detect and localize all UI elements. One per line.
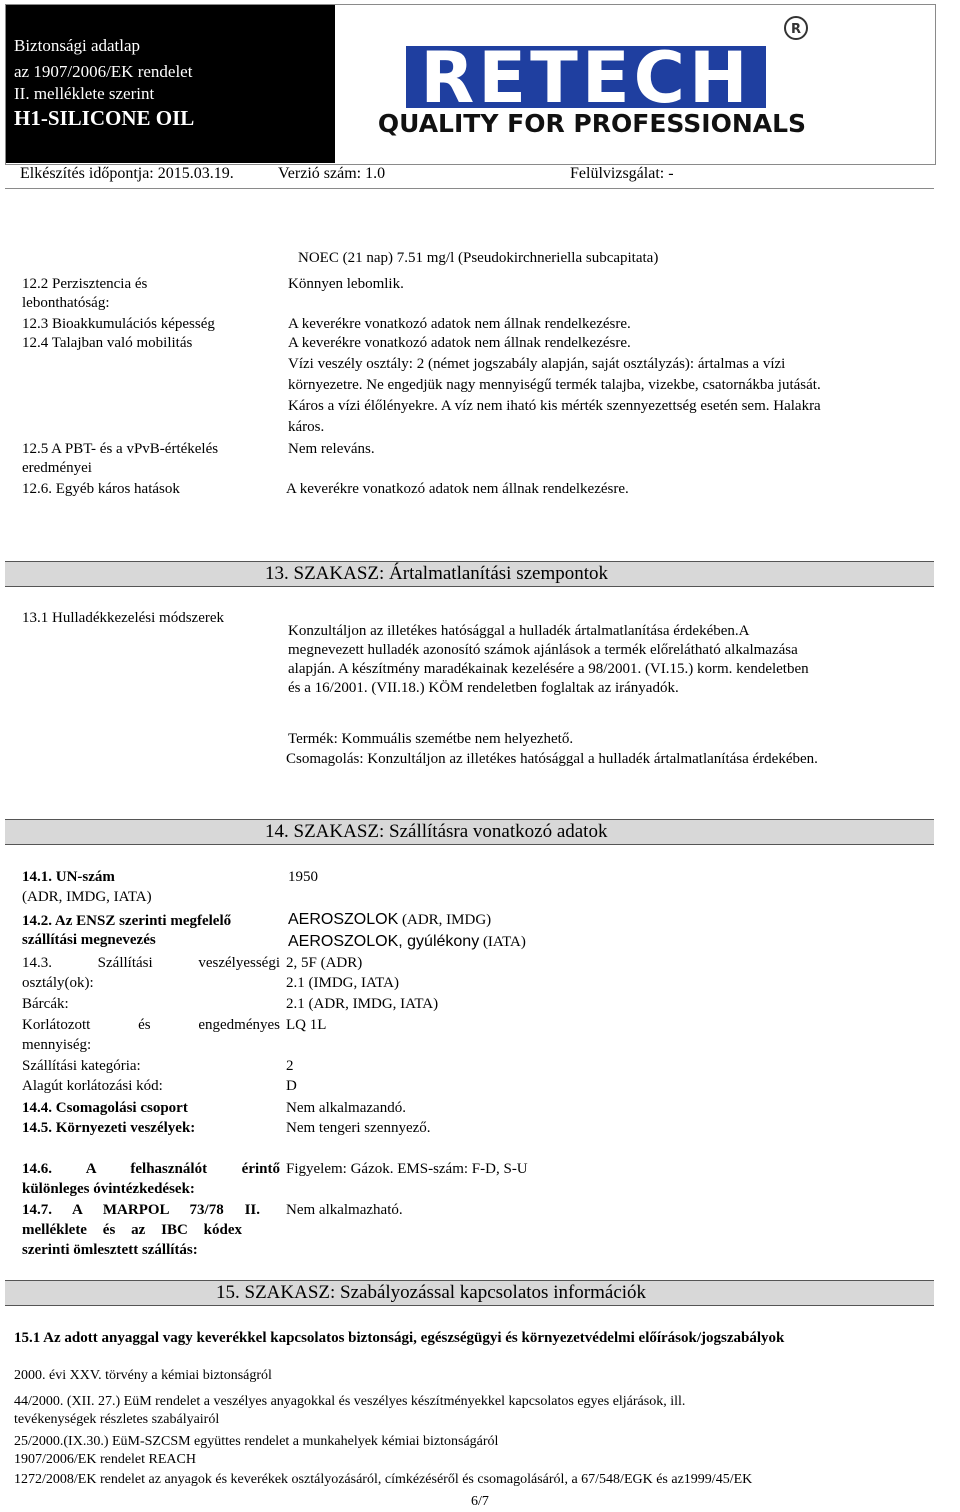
product-name: H1-SILICONE OIL	[14, 106, 195, 130]
other-effects-value: A keverékre vonatkozó adatok nem állnak rendelkezésre.	[286, 481, 629, 497]
limited-quantity-label: Korlátozott és engedményes	[22, 1017, 280, 1033]
hazard-class-label: 14.3. Szállítási veszélyességi	[22, 955, 280, 971]
document-meta	[0, 165, 960, 187]
doc-type: Biztonsági adatlap	[14, 36, 141, 55]
limited-quantity-label-2: mennyiség:	[22, 1037, 92, 1053]
labels-label: Bárcák:	[22, 996, 69, 1012]
version: Verzió szám: 1.0	[278, 165, 386, 182]
un-number-value: 1950	[288, 869, 318, 885]
bioaccumulation-value: A keverékre vonatkozó adatok nem állnak rendelkezésre.	[288, 316, 631, 332]
shipping-name-main: AEROSZOLOK	[288, 911, 399, 928]
regulation-item: 2000. évi XXV. törvény a kémiai biztonságról	[14, 1368, 272, 1383]
section-15-subtitle: 15.1 Az adott anyaggal vagy keverékkel kapcsolatos biztonsági, egészségügyi és környezetvédelmi előírások/jogszabályok	[14, 1330, 785, 1346]
waste-text-line: alapján. A készítmény maradékainak kezelésére a 98/2001. (VI.15.) korm. kendeletben	[288, 661, 809, 677]
logo-brand-text: RETECH	[420, 37, 752, 119]
logo-tagline: QUALITY FOR PROFESSIONALS	[377, 109, 807, 138]
hazard-class-value-2: 2.1 (IMDG, IATA)	[286, 975, 399, 991]
waste-text-line: és a 16/2001. (VII.18.) KÖM rendeletben foglaltak az irányadók.	[288, 680, 679, 696]
persistence-value: Könnyen lebomlik.	[288, 276, 404, 292]
section-14-title: 14. SZAKASZ: Szállításra vonatkozó adatok	[265, 821, 608, 842]
waste-text-line: Konzultáljon az illetékes hatósággal a hulladék ártalmatlanítása érdekében.A	[288, 623, 750, 639]
pbt-value: Nem releváns.	[288, 441, 375, 457]
section-15-title: 15. SZAKASZ: Szabályozással kapcsolatos információk	[216, 1282, 647, 1303]
waste-text-line: megnevezett hulladék azonosító számok ajánlások a termék előrelátható alkalmazása	[288, 642, 798, 658]
transport-category-label: Szállítási kategória:	[22, 1058, 141, 1074]
header-divider	[5, 188, 934, 189]
review: Felülvizsgálat: -	[570, 165, 674, 182]
bioaccumulation-label: 12.3 Bioakkumulációs képesség	[22, 316, 215, 332]
shipping-name-label-2: szállítási megnevezés	[22, 932, 156, 948]
regulation: az 1907/2006/EK rendelet	[14, 62, 193, 81]
mobility-value: A keverékre vonatkozó adatok nem állnak rendelkezésre.	[288, 335, 631, 351]
transport-category-value: 2	[286, 1058, 294, 1074]
pbt-label-2: eredményei	[22, 460, 92, 476]
tunnel-code-value: D	[286, 1078, 297, 1094]
marpol-label: 14.7. A MARPOL 73/78 II.	[22, 1202, 260, 1218]
un-number-label: 14.1. UN-szám	[22, 869, 115, 885]
marpol-value: Nem alkalmazható.	[286, 1202, 403, 1218]
un-number-sub: (ADR, IMDG, IATA)	[22, 889, 152, 905]
packaging-disposal-note: Csomagolás: Konzultáljon az illetékes hatósággal a hulladék ártalmatlanítása érdekében.	[286, 751, 818, 767]
prepared-date: Elkészítés időpontja: 2015.03.19.	[20, 165, 234, 182]
shipping-name-label: 14.2. Az ENSZ szerinti megfelelő	[22, 913, 232, 929]
packing-group-value: Nem alkalmazandó.	[286, 1100, 406, 1116]
page-number: 6/7	[471, 1494, 489, 1509]
packing-group-label: 14.4. Csomagolási csoport	[22, 1100, 188, 1116]
water-hazard-line: környezetre. Ne engedjük nagy mennyiségű termék talajba, vizekbe, csatornákba jutását.	[288, 377, 821, 393]
retech-logo	[366, 14, 818, 154]
regulation-item: 44/2000. (XII. 27.) EüM rendelet a veszélyes anyagokkal és veszélyes készítményekkel kapcsolatos egyes eljárások, ill.	[14, 1394, 686, 1409]
hazard-class-value: 2, 5F (ADR)	[286, 955, 363, 971]
water-hazard-line: káros.	[288, 419, 325, 435]
water-hazard-line: Vízi veszély osztály: 2 (német jogszabály alapján, saját osztályzás): ártalmas a vízi	[288, 356, 786, 372]
special-precautions-label: 14.6. A felhasználót érintő	[22, 1161, 280, 1177]
shipping-name-value-iata	[288, 933, 526, 951]
env-hazards-label: 14.5. Környezeti veszélyek:	[22, 1120, 196, 1136]
regulation-item: 25/2000.(IX.30.) EüM-SZCSM együttes rendelet a munkahelyek kémiai biztonságáról	[14, 1434, 499, 1449]
regulation-item: 1272/2008/EK rendelet az anyagok és keverékek osztályozásáról, címkézéséről és csomagolásáról, a 67/548/EGK és az1999/45/EK	[14, 1472, 753, 1487]
waste-method-label: 13.1 Hulladékkezelési módszerek	[22, 610, 225, 626]
special-precautions-value: Figyelem: Gázok. EMS-szám: F-D, S-U	[286, 1161, 528, 1177]
shipping-name-scope: (ADR, IMDG)	[402, 912, 492, 928]
hazard-class-label-2: osztály(ok):	[22, 975, 94, 991]
shipping-name-main: AEROSZOLOK, gyúlékony	[288, 933, 480, 950]
annex: II. melléklete szerint	[14, 84, 155, 103]
labels-value: 2.1 (ADR, IMDG, IATA)	[286, 996, 439, 1012]
tunnel-code-label: Alagút korlátozási kód:	[22, 1078, 163, 1094]
limited-quantity-value: LQ 1L	[286, 1017, 327, 1033]
persistence-label: 12.2 Perzisztencia és	[22, 276, 148, 292]
water-hazard-line: Káros a vízi élőlényekre. A víz nem iható kis mérték szennyezettség esetén sem. Halakra	[288, 398, 821, 414]
marpol-label-3: szerinti ömlesztett szállítás:	[22, 1242, 198, 1258]
shipping-name-value	[288, 911, 491, 929]
section-13-title: 13. SZAKASZ: Ártalmatlanítási szempontok	[265, 563, 609, 584]
marpol-label-2: melléklete és az IBC kódex	[22, 1222, 242, 1238]
other-effects-label: 12.6. Egyéb káros hatások	[22, 481, 180, 497]
mobility-label: 12.4 Talajban való mobilitás	[22, 335, 193, 351]
env-hazards-value: Nem tengeri szennyező.	[286, 1120, 431, 1136]
logo-registered-mark: R	[790, 22, 802, 37]
regulation-item: 1907/2006/EK rendelet REACH	[14, 1452, 196, 1467]
pbt-label: 12.5 A PBT- és a vPvB-értékelés	[22, 441, 219, 457]
persistence-label-2: lebonthatóság:	[22, 295, 110, 311]
product-disposal-note: Termék: Kommuális szemétbe nem helyezhető.	[288, 731, 574, 747]
noec-value: NOEC (21 nap) 7.51 mg/l (Pseudokirchneriella subcapitata)	[298, 250, 659, 266]
shipping-name-scope: (IATA)	[482, 934, 526, 950]
special-precautions-label-2: különleges óvintézkedések:	[22, 1181, 195, 1197]
regulation-item-cont: tevékenységek részletes szabályairól	[14, 1412, 220, 1427]
